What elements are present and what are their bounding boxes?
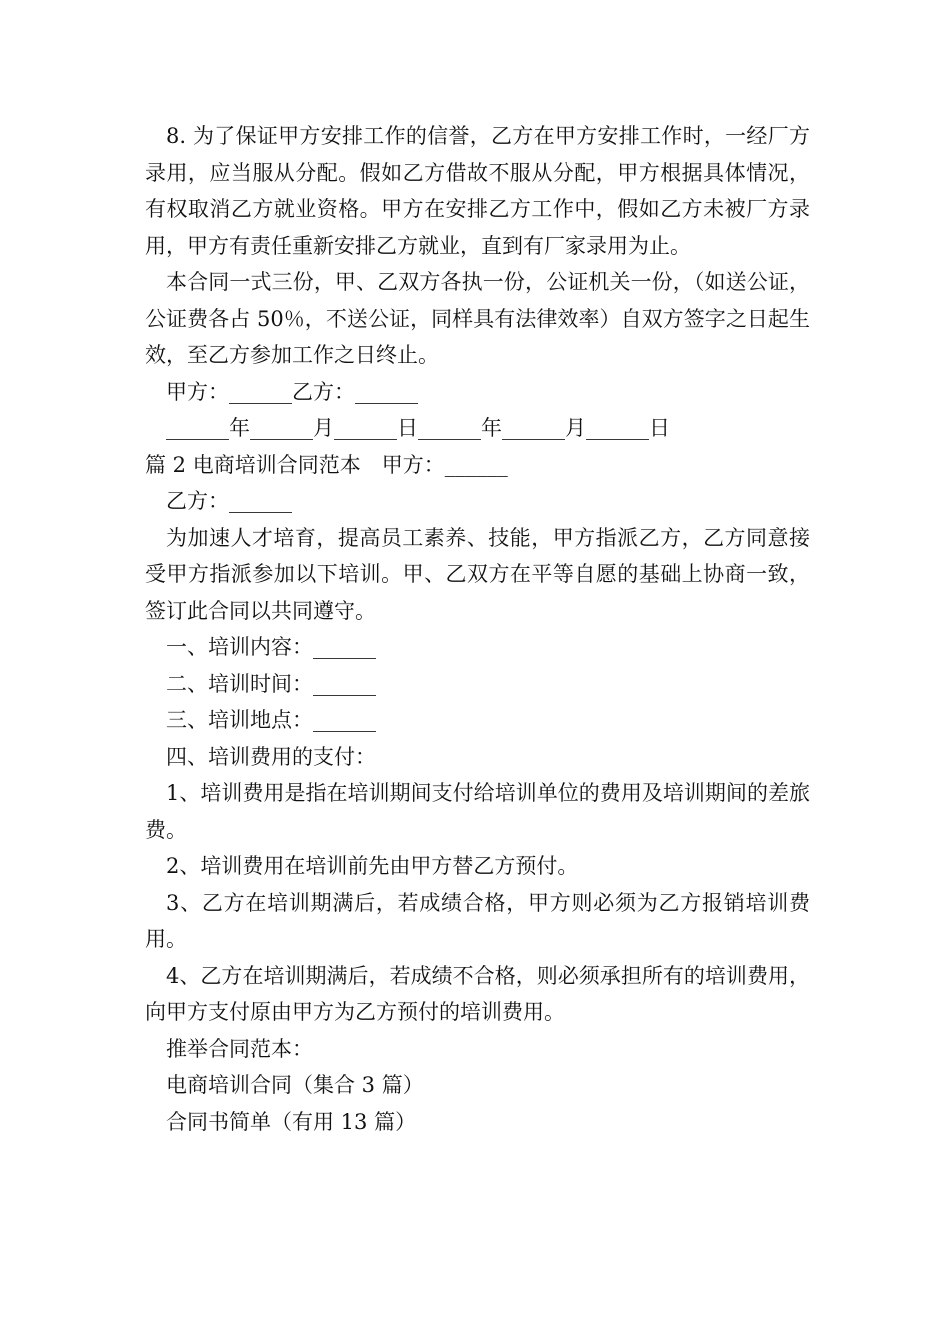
recommend-link-2[interactable]: 合同书简单（有用 13 篇） — [166, 1109, 417, 1134]
fee-clause-2: 2、培训费用在培训前先由甲方替乙方预付。 — [166, 854, 579, 878]
recommend-heading: 推举合同范本： — [166, 1036, 313, 1061]
item-training-time: 二、培训时间：______ — [166, 671, 376, 696]
fee-clause-1: 1、培训费用是指在培训期间支付给培训单位的费用及培训期间的差旅费。 — [145, 781, 810, 842]
paragraph-intro: 为加速人才培育，提高员工素养、技能，甲方指派乙方，乙方同意接受甲方指派参加以下培训。甲、乙双方在平等自愿的基础上协商一致，签订此合同以共同遵守。 — [145, 525, 810, 623]
recommend-link-1[interactable]: 电商培训合同（集合 3 篇） — [166, 1073, 424, 1097]
party-b-line: 乙方：______ — [166, 489, 292, 513]
paragraph-copies: 本合同一式三份，甲、乙双方各执一份，公证机关一份，（如送公证，公证费各占 50％，不送公证，同样具有法律效率）自双方签字之日起生效，至乙方参加工作之日终止。 — [145, 270, 810, 367]
signature-parties: 甲方：______乙方：______ — [166, 379, 418, 404]
item-training-content: 一、培训内容：______ — [166, 635, 376, 659]
item-training-location: 三、培训地点：______ — [166, 708, 376, 732]
signature-dates: ______年______月______日______年______月______日 — [166, 416, 670, 440]
fee-clause-4: 4、乙方在培训期满后，若成绩不合格，则必须承担所有的培训费用，向甲方支付原由甲方为乙方预付的培训费用。 — [145, 963, 810, 1024]
item-training-fee-heading: 四、培训费用的支付： — [166, 744, 376, 769]
fee-clause-3: 3、乙方在培训期满后，若成绩合格，甲方则必须为乙方报销培训费用。 — [145, 890, 810, 951]
document-page — [145, 118, 810, 1140]
section-heading-party-a: 篇 2 电商培训合同范本 甲方：______ — [145, 452, 508, 477]
paragraph-clause-8: 8. 为了保证甲方安排工作的信誉，乙方在甲方安排工作时，一经厂方录用，应当服从分配。假如乙方借故不服从分配，甲方根据具体情况，有权取消乙方就业资格。甲方在安排乙方工作中，假如乙方未被厂方录用，甲方有责任重新安排乙方就业，直到有厂家录用为止。 — [145, 124, 810, 258]
